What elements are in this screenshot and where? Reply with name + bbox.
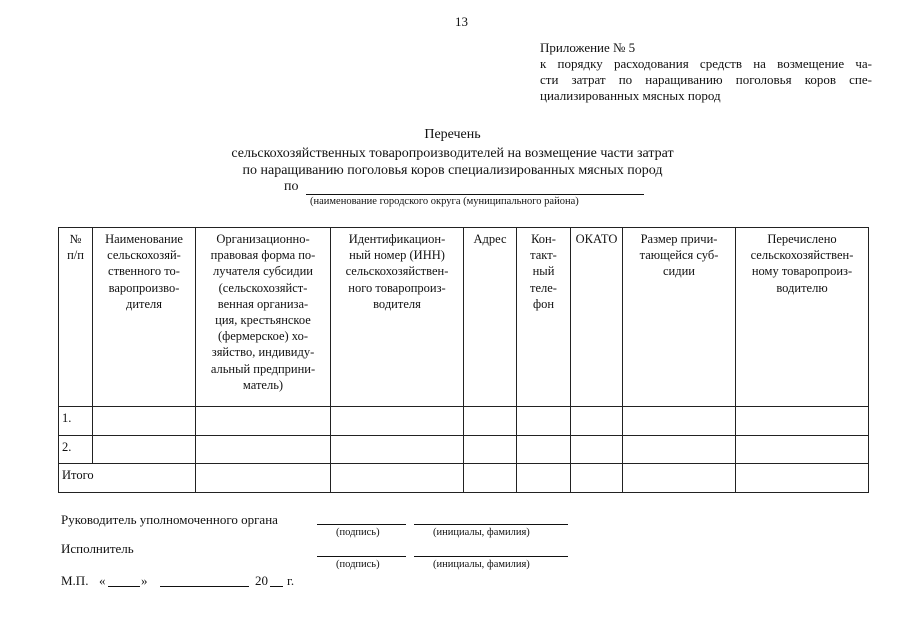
table-cell[interactable] [517, 436, 571, 464]
table-cell[interactable] [517, 464, 571, 493]
executor-signature-line[interactable] [317, 556, 406, 557]
table-cell[interactable] [464, 464, 517, 493]
table-cell[interactable] [517, 407, 571, 436]
col-header-transferred: Перечислено сельскохозяйствен- ному товаропроиз- водителю [736, 228, 869, 407]
col-header-name: Наименование сельскохозяй- ственного то- варопроизво- дителя [93, 228, 196, 407]
document-subtitle: сельскохозяйственных товаропроизводителей на возмещение части затрат [231, 146, 674, 161]
document-subtitle: по наращиванию поголовья коров специализированных мясных пород [242, 163, 663, 178]
appendix-title: Приложение № 5 [540, 40, 636, 55]
table-cell[interactable] [571, 436, 623, 464]
po-label: по [284, 179, 299, 194]
year-prefix: 20 [255, 573, 268, 588]
col-header-inn: Идентификацион- ный номер (ИНН) сельскохозяйствен- ного товаропроиз- водителя [331, 228, 464, 407]
appendix-line: сти затрат по наращиванию поголовья коров спе- [540, 72, 872, 87]
col-header-number: № п/п [59, 228, 93, 407]
district-name-line[interactable] [306, 194, 644, 195]
table-cell[interactable] [623, 436, 736, 464]
table-cell[interactable] [464, 407, 517, 436]
table-cell[interactable] [464, 436, 517, 464]
initials-caption: (инициалы, фамилия) [433, 527, 530, 538]
date-year-line[interactable] [270, 586, 283, 587]
appendix-block [540, 40, 872, 104]
table-header-row [59, 228, 869, 407]
signature-caption: (подпись) [336, 559, 380, 570]
document-title: Перечень [424, 127, 481, 142]
col-header-address: Адрес [464, 228, 517, 407]
table-cell[interactable] [93, 407, 196, 436]
table-cell[interactable] [736, 464, 869, 493]
row-number: 1. [59, 407, 93, 436]
appendix-line: к порядку расходования средств на возмещение ча- [540, 56, 872, 71]
table-cell[interactable] [196, 436, 331, 464]
initials-caption: (инициалы, фамилия) [433, 559, 530, 570]
row-number: 2. [59, 436, 93, 464]
table-cell[interactable] [196, 407, 331, 436]
col-header-phone: Кон- такт- ный теле- фон [517, 228, 571, 407]
page-number: 13 [455, 14, 468, 29]
table-cell[interactable] [331, 407, 464, 436]
executor-initials-line[interactable] [414, 556, 568, 557]
head-initials-line[interactable] [414, 524, 568, 525]
table-cell[interactable] [736, 407, 869, 436]
date-day-line[interactable] [108, 586, 140, 587]
head-signature-label: Руководитель уполномоченного органа [61, 512, 278, 527]
table-cell[interactable] [93, 436, 196, 464]
total-label: Итого [59, 464, 196, 493]
col-header-okato: ОКАТО [571, 228, 623, 407]
executor-label: Исполнитель [61, 541, 134, 556]
table-cell[interactable] [571, 407, 623, 436]
date-month-line[interactable] [160, 586, 249, 587]
table-cell[interactable] [571, 464, 623, 493]
col-header-subsidy-amount: Размер причи- тающейся суб- сидии [623, 228, 736, 407]
table-row [59, 407, 869, 436]
year-suffix: г. [287, 573, 295, 588]
date-close-quote: » [141, 573, 148, 588]
head-signature-line[interactable] [317, 524, 406, 525]
signature-caption: (подпись) [336, 527, 380, 538]
table-cell[interactable] [736, 436, 869, 464]
total-row [59, 464, 869, 493]
table-cell[interactable] [623, 407, 736, 436]
date-open-quote: « [99, 573, 106, 588]
table-cell[interactable] [331, 464, 464, 493]
mp-label: М.П. [61, 573, 89, 588]
table-row [59, 436, 869, 464]
district-caption: (наименование городского округа (муниципального района) [310, 196, 579, 207]
appendix-line: циализированных мясных пород [540, 88, 721, 103]
table-cell[interactable] [331, 436, 464, 464]
col-header-legal-form: Организационно- правовая форма по- лучателя субсидии (сельскохозяйст- венная организа- ция, крестьянское (фермерское) хо- зяйство, индивиду- альный предприни- матель) [196, 228, 331, 407]
recipients-table [58, 227, 869, 493]
table-cell[interactable] [623, 464, 736, 493]
table-cell[interactable] [196, 464, 331, 493]
